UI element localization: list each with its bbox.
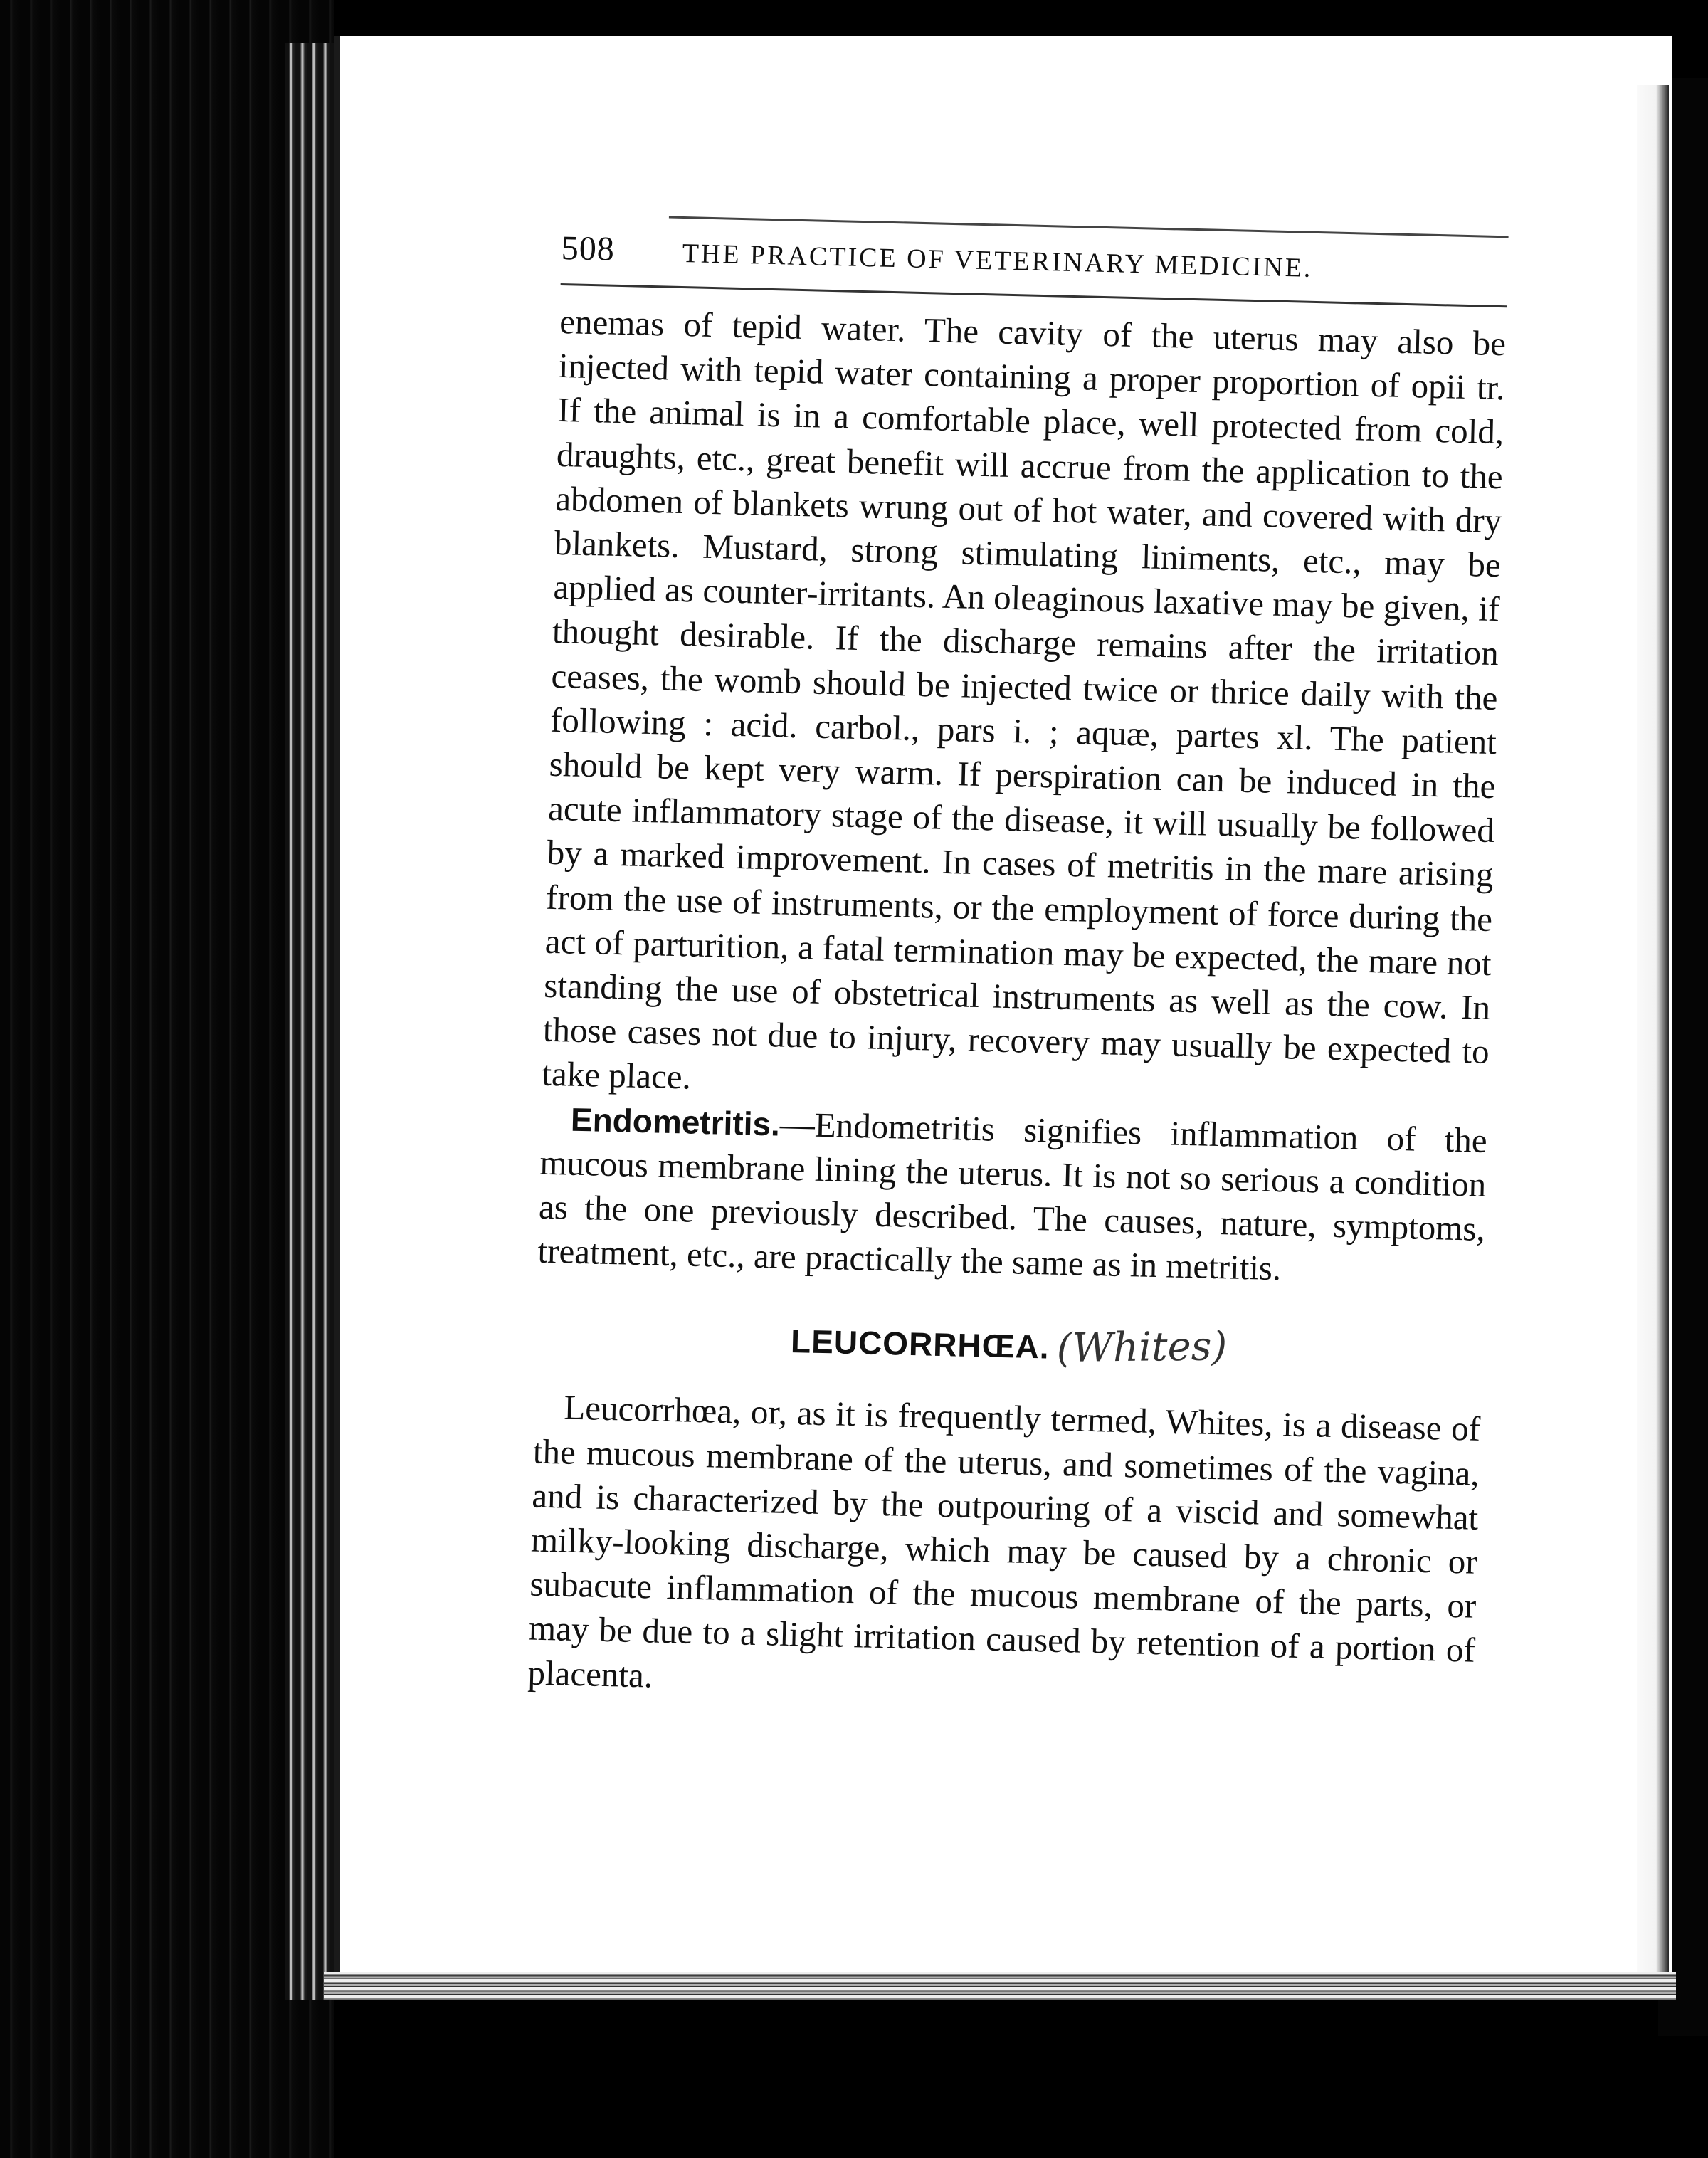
handwritten-annotation: (Whites) [1056,1323,1228,1372]
page-bottom-edge [324,1972,1676,2000]
endometritis-lead: Endometritis. [570,1100,781,1143]
paragraph-endometritis [537,1096,1487,1295]
section-heading: LEUCORRHŒA. [790,1322,1050,1367]
paragraph-metritis-treatment: enemas of tepid water. The cavity of the uterus may also be injected with tepid water containing a proper proportion of opii tr. If the animal is in a comfortable place, well protected from cold, draughts, etc., great benefit will accrue from the application to the abdomen of blankets wrung out of hot water, and covered with dry blankets. Mustard, strong stimulating liniments, etc., may be applied as counter-irritants. An oleaginous laxative may be given, if thought desirable. If the discharge remains after the irritation ceases, the womb should be injected twice or thrice daily with the following : acid. carbol., pars i. ; aquæ, partes xl. The patient should be kept very warm. If perspiration can be induced in the acute inflammatory stage of the disease, it will usually be followed by a marked improvement. In cases of metritis in the mare arising from the use of instruments, or the employment of force during the act of parturition, a fatal termination may be expected, the mare not standing the use of obstetrical instruments as well as the cow. In those cases not due to injury, recovery may usually be expected to take place. [541,301,1507,1098]
paragraph-leucorrhoea: Leucorrhœa, or, as it is frequently termed, Whites, is a disease of the mucous membrane of the uterus, and sometimes of the vagina, and is characterized by the outpouring of a viscid and somewhat milky-looking discharge, which may be caused by a chronic or subacute inflammation of the mucous membrane of the parts, or may be due to a slight irritation caused by retention of a portion of placenta. [527,1388,1481,1695]
section-heading-row [535,1310,1482,1379]
page-number: 508 [561,228,616,268]
page-text-block [527,214,1509,1717]
endometritis-text: —Endometritis signifies inflammation of the mucous membrane lining the uterus. It is not so serious a condition as the one previously described. The causes, nature, symptoms, treatment, etc., are practically the same as in metritis. [537,1104,1488,1288]
running-title: THE PRACTICE OF VETERINARY MEDICINE. [682,238,1313,283]
facing-page-edge [1637,85,1669,1979]
running-header [561,228,1509,307]
